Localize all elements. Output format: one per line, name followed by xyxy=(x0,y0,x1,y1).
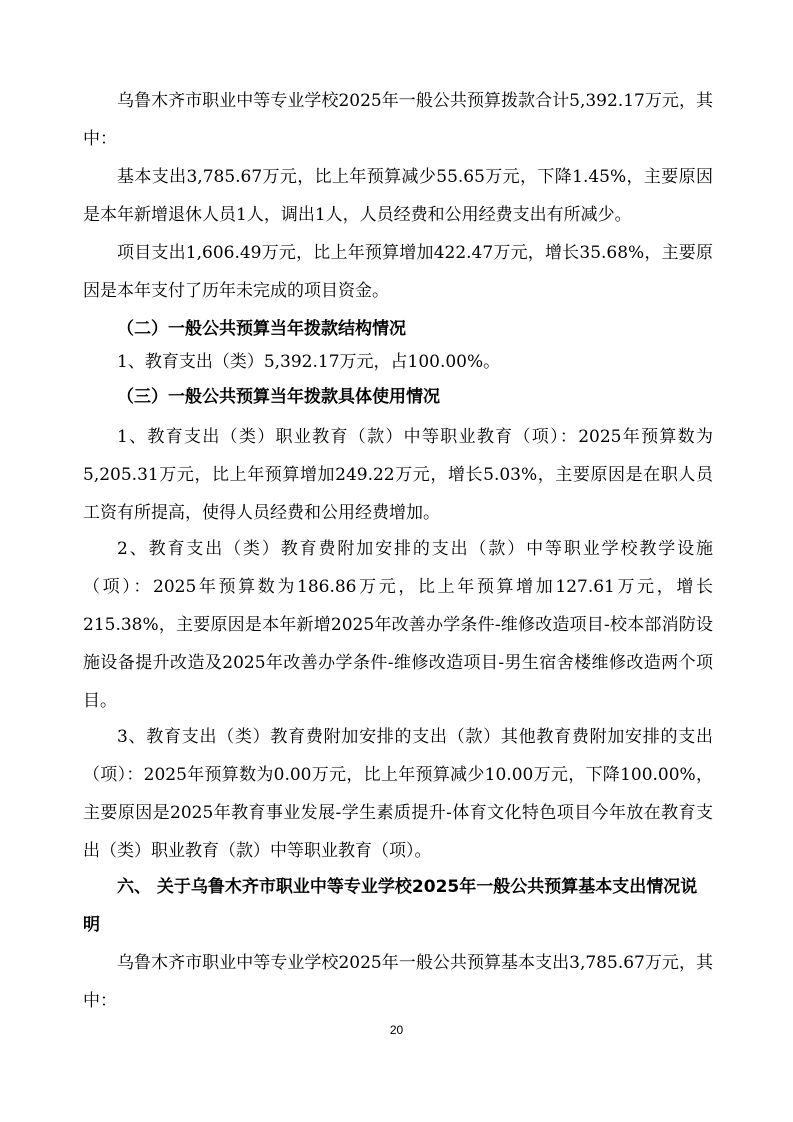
page-number: 20 xyxy=(389,1023,404,1037)
paragraph-usage-item-1: 1、教育支出（类）职业教育（款）中等职业教育（项）：2025年预算数为5,205.31万元，比上年预算增加249.22万元，增长5.03%，主要原因是在职人员工资有所提高，使得人员经费和公用经费增加。 xyxy=(83,427,713,523)
paragraph-usage-item-3: 3、教育支出（类）教育费附加安排的支出（款）其他教育费附加安排的支出（项）：2025年预算数为0.00万元，比上年预算减少10.00万元，下降100.00%，主要原因是2025年教育事业发展-学生素质提升-体育文化特色项目今年放在教育支出（类）职业教育（款）中等职业教育（项）。 xyxy=(83,727,713,861)
section-heading-structure: （二）一般公共预算当年拨款结构情况 xyxy=(117,319,406,339)
section-heading-usage: （三）一般公共预算当年拨款具体使用情况 xyxy=(117,387,440,407)
paragraph-basic-expenditure-total: 乌鲁木齐市职业中等专业学校2025年一般公共预算基本支出3,785.67万元，其中： xyxy=(83,953,713,1011)
paragraph-usage-item-2: 2、教育支出（类）教育费附加安排的支出（款）中等职业学校教学设施（项）：2025年预算数为186.86万元，比上年预算增加127.61万元，增长215.38%，主要原因是本年新增2025年改善办学条件-维修改造项目-校本部消防设施设备提升改造及2025年改善办学条件-维修改造项目-男生宿舍楼维修改造两个项目。 xyxy=(83,539,713,711)
paragraph-basic-expenditure: 基本支出3,785.67万元，比上年预算减少55.65万元，下降1.45%，主要原因是本年新增退休人员1人，调出1人，人员经费和公用经费支出有所减少。 xyxy=(83,167,713,225)
section-heading-basic-expenditure: 六、 关于乌鲁木齐市职业中等专业学校2025年一般公共预算基本支出情况说明 xyxy=(83,877,698,935)
paragraph-total-allocation: 乌鲁木齐市职业中等专业学校2025年一般公共预算拨款合计5,392.17万元，其中： xyxy=(83,91,713,149)
paragraph-education-share: 1、教育支出（类）5,392.17万元，占100.00%。 xyxy=(117,352,501,372)
paragraph-project-expenditure: 项目支出1,606.49万元，比上年预算增加422.47万元，增长35.68%，主要原因是本年支付了历年未完成的项目资金。 xyxy=(83,243,713,301)
